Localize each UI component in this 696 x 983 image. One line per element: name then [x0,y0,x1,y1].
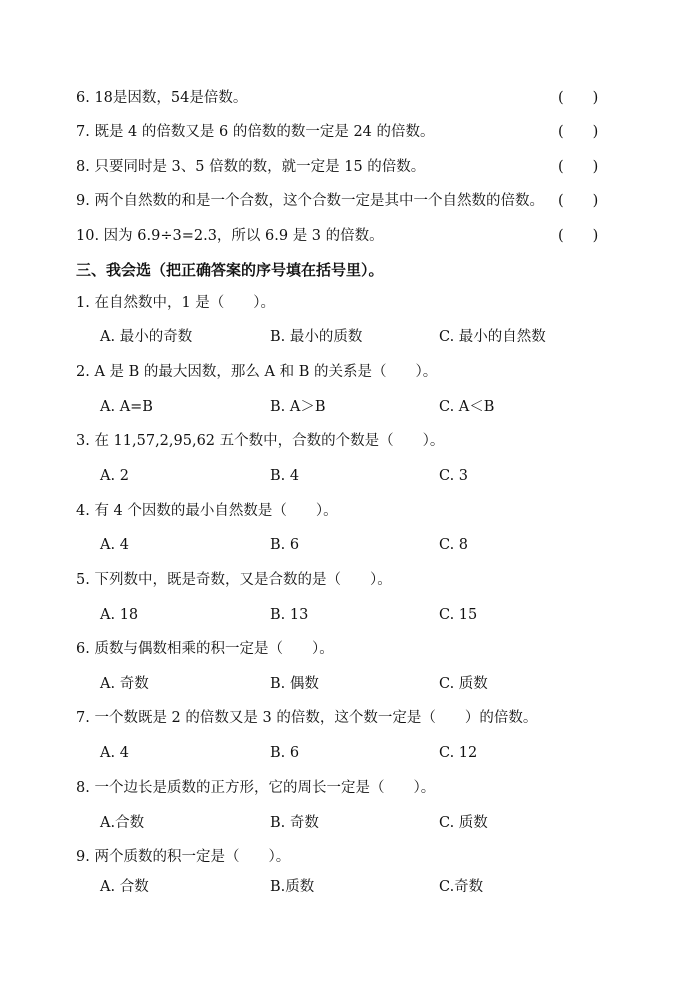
option-b[interactable]: B. 13 [270,607,309,623]
option-c[interactable]: C. A＜B [439,399,495,415]
option-c[interactable]: C. 12 [439,745,478,761]
choice-options-9 [0,874,696,900]
option-b[interactable]: B. 最小的质数 [270,329,363,345]
judge-item-9 [0,188,696,214]
judge-text: 6. 18是因数，54是倍数。 [76,90,248,106]
choice-options-3 [0,463,696,489]
answer-blank[interactable]: ( ) [558,228,599,244]
option-b[interactable]: B. 4 [270,468,300,484]
option-b[interactable]: B. 6 [270,537,300,553]
option-c[interactable]: C. 质数 [439,676,488,692]
choice-options-8 [0,810,696,836]
choice-question-8 [0,775,696,801]
answer-blank[interactable]: ( ) [558,193,599,209]
judge-text: 7. 既是 4 的倍数又是 6 的倍数的数一定是 24 的倍数。 [76,124,435,140]
choice-options-4 [0,532,696,558]
question-text: 2. A 是 B 的最大因数，那么 A 和 B 的关系是（ ）。 [76,364,438,380]
choice-options-2 [0,394,696,420]
option-a[interactable]: A. 4 [100,745,129,761]
choice-question-3 [0,428,696,454]
judge-item-8 [0,154,696,180]
choice-question-9 [0,844,696,870]
choice-question-4 [0,498,696,524]
option-a[interactable]: A. 18 [100,607,139,623]
option-b[interactable]: B.质数 [270,879,315,895]
question-text: 5. 下列数中，既是奇数，又是合数的是（ ）。 [76,572,392,588]
option-a[interactable]: A. A=B [100,399,153,415]
answer-blank[interactable]: ( ) [558,90,599,106]
choice-question-6 [0,636,696,662]
option-a[interactable]: A. 4 [100,537,129,553]
option-c[interactable]: C. 最小的自然数 [439,329,546,345]
option-a[interactable]: A. 最小的奇数 [100,329,193,345]
judge-text: 10. 因为 6.9÷3=2.3，所以 6.9 是 3 的倍数。 [76,228,384,244]
option-c[interactable]: C. 15 [439,607,478,623]
question-text: 4. 有 4 个因数的最小自然数是（ ）。 [76,503,338,519]
judge-item-10 [0,223,696,249]
question-text: 3. 在 11,57,2,95,62 五个数中，合数的个数是（ ）。 [76,433,445,449]
option-a[interactable]: A.合数 [100,815,145,831]
choice-options-1 [0,324,696,350]
choice-question-1 [0,290,696,316]
judge-text: 9. 两个自然数的和是一个合数，这个合数一定是其中一个自然数的倍数。 [76,193,544,209]
choice-options-5 [0,602,696,628]
option-a[interactable]: A. 奇数 [100,676,149,692]
choice-question-5 [0,567,696,593]
option-c[interactable]: C. 8 [439,537,469,553]
option-c[interactable]: C. 3 [439,468,469,484]
option-a[interactable]: A. 合数 [100,879,149,895]
option-a[interactable]: A. 2 [100,468,129,484]
question-text: 1. 在自然数中，1 是（ ）。 [76,295,276,311]
choice-question-2 [0,359,696,385]
question-text: 8. 一个边长是质数的正方形，它的周长一定是（ ）。 [76,780,436,796]
option-b[interactable]: B. 6 [270,745,300,761]
choice-question-7 [0,705,696,731]
choice-options-7 [0,740,696,766]
option-c[interactable]: C.奇数 [439,879,484,895]
section-heading [0,257,696,283]
option-c[interactable]: C. 质数 [439,815,488,831]
option-b[interactable]: B. A＞B [270,399,326,415]
option-b[interactable]: B. 奇数 [270,815,319,831]
answer-blank[interactable]: ( ) [558,159,599,175]
question-text: 7. 一个数既是 2 的倍数又是 3 的倍数，这个数一定是（ ）的倍数。 [76,710,538,726]
question-text: 9. 两个质数的积一定是（ ）。 [76,849,291,865]
judge-item-7 [0,119,696,145]
answer-blank[interactable]: ( ) [558,124,599,140]
choice-options-6 [0,671,696,697]
option-b[interactable]: B. 偶数 [270,676,319,692]
section-heading-text: 三、我会选（把正确答案的序号填在括号里）。 [76,261,384,279]
question-text: 6. 质数与偶数相乘的积一定是（ ）。 [76,641,334,657]
judge-item-6 [0,85,696,111]
judge-text: 8. 只要同时是 3、5 倍数的数，就一定是 15 的倍数。 [76,159,426,175]
